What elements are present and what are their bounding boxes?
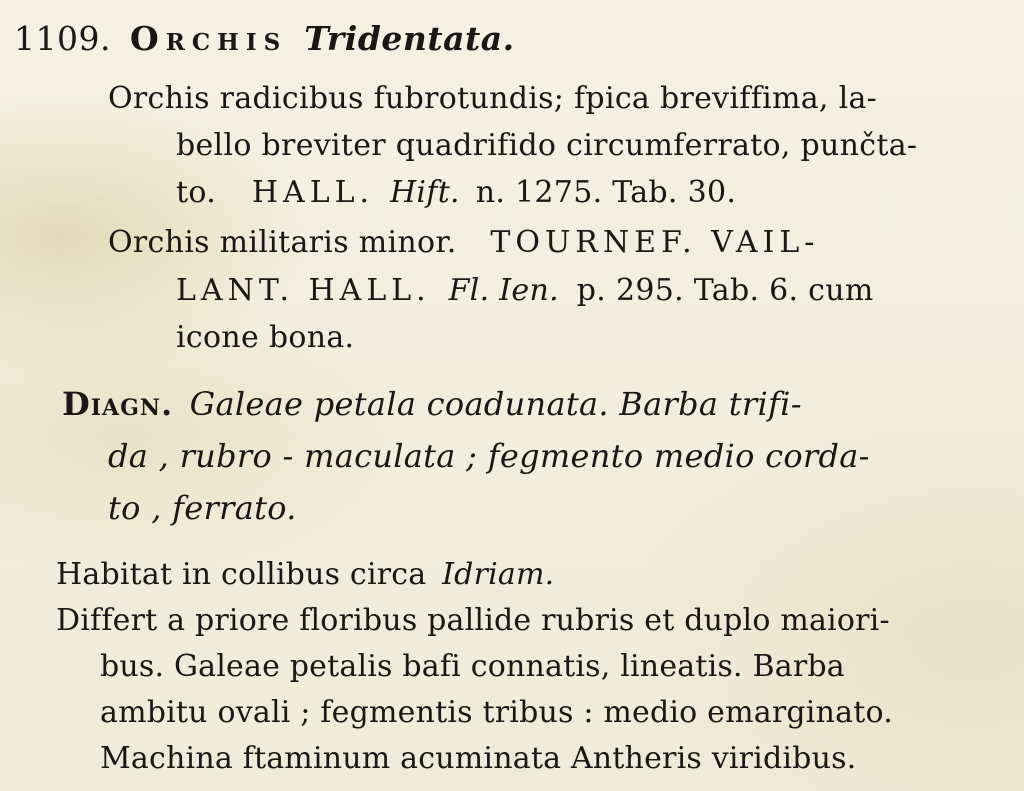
differt-line-4 <box>100 741 857 776</box>
diagnosis-text-2: da , rubro - maculata ; fegmento medio corda- <box>108 437 870 475</box>
synonym-2-text-3: icone bona. <box>176 320 355 355</box>
habitat-text: Habitat in collibus circa <box>56 557 427 592</box>
diagnosis-line-3 <box>108 489 297 527</box>
synonym-2-work: Fl. Ien. <box>448 273 559 308</box>
synonym-2-prefix: Orchis militaris minor. <box>108 225 457 260</box>
synonym-1-text-1: Orchis radicibus fubrotundis; fpica breviffima, la- <box>108 81 878 116</box>
synonym-1-prefix: to. <box>176 175 217 210</box>
diagnosis-line-1 <box>62 385 802 423</box>
synonym-1-work: Hift. <box>389 175 460 210</box>
synonym-1-text-2: bello breviter quadrifido circumferrato, punčta- <box>176 128 918 163</box>
synonym-2-line-1 <box>108 225 820 260</box>
habitat-line <box>56 557 555 592</box>
differt-line-1 <box>56 603 890 638</box>
synonym-1-line-2 <box>176 128 976 163</box>
genus-name: Orchis <box>129 19 288 58</box>
synonym-1-ref: n. 1275. Tab. 30. <box>475 175 737 210</box>
diagnosis-text-3: to , ferrato. <box>108 489 297 527</box>
differt-text-3: ambitu ovali ; fegmentis tribus : medio emarginato. <box>100 695 893 730</box>
entry-number: 1109. <box>14 19 111 58</box>
entry-heading <box>14 19 515 58</box>
synonym-2-ref: p. 295. Tab. 6. cum <box>576 273 874 308</box>
synonym-2-line-2 <box>176 273 874 308</box>
synonym-2-authors-cont: LANT. HALL. <box>176 273 431 308</box>
diagnosis-lead: Diagn. <box>62 385 174 423</box>
synonym-1-author: HALL. <box>251 175 375 210</box>
synonym-2-authors: TOURNEF. VAIL- <box>490 225 820 260</box>
species-name: Tridentata. <box>304 19 515 58</box>
diagnosis-line-2 <box>108 437 870 475</box>
differt-text-1: Differt a priore floribus pallide rubris et duplo maiori- <box>56 603 890 638</box>
habitat-place: Idriam. <box>442 557 555 592</box>
diagnosis-text-1: Galeae petala coadunata. Barba trifi- <box>189 385 802 423</box>
synonym-1-line-3 <box>176 175 737 210</box>
synonym-2-line-3 <box>176 320 355 355</box>
differt-line-3 <box>100 695 893 730</box>
synonym-1-line-1 <box>108 81 978 116</box>
differt-line-2 <box>100 649 845 684</box>
differt-text-4: Machina ftaminum acuminata Antheris viridibus. <box>100 741 857 776</box>
differt-text-2: bus. Galeae petalis bafi connatis, lineatis. Barba <box>100 649 845 684</box>
